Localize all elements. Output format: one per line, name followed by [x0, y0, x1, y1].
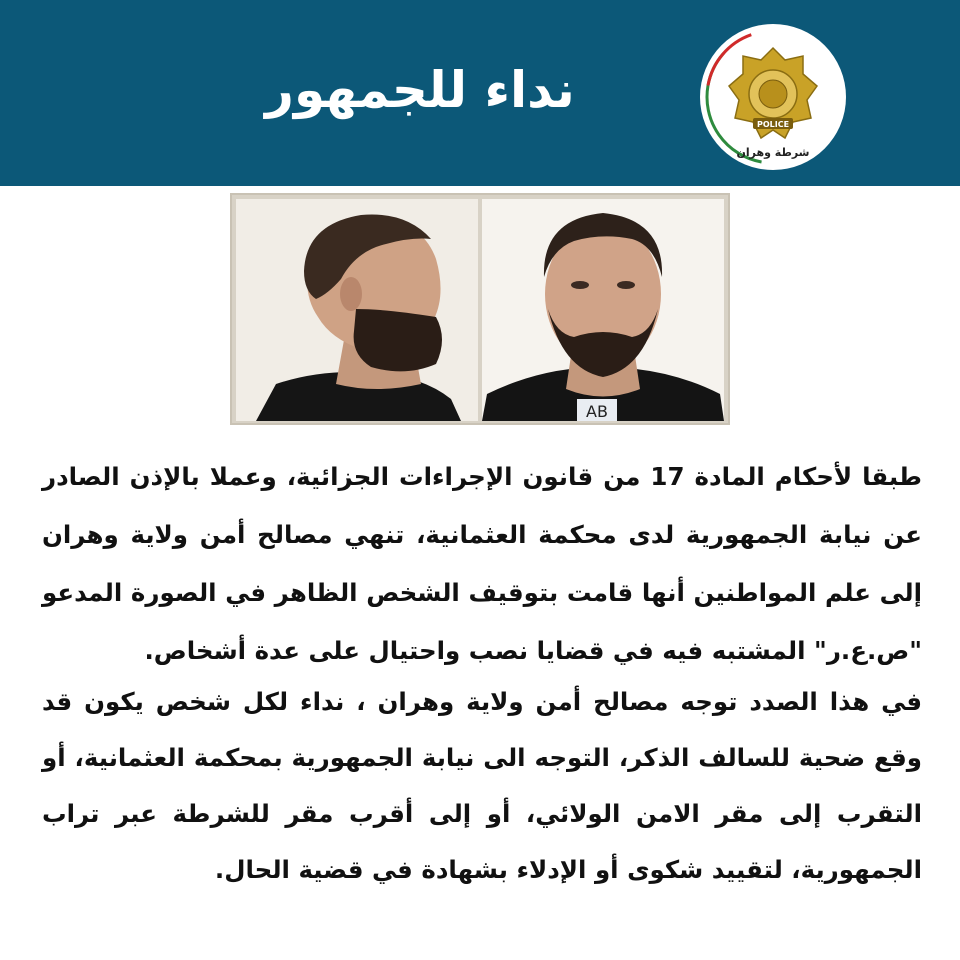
page-title: نداء للجمهور	[265, 61, 575, 119]
police-logo	[700, 24, 846, 170]
announcement-body	[42, 448, 922, 898]
header-banner	[0, 0, 960, 186]
suspect-profile-photo	[236, 199, 478, 421]
suspect-front-photo	[482, 199, 724, 421]
paragraph-public-call: في هذا الصدد توجه مصالح أمن ولاية وهران ، نداء لكل شخص يكون قد وقع ضحية للسالف الذكر، التوجه الى نيابة الجمهورية بمحكمة العثمانية، أو التقرب إلى مقر الامن الولائي، أو إلى أقرب مقر للشرطة عبر تراب الجمهورية، لتقييد شكوى أو الإدلاء بشهادة في قضية الحال.	[42, 687, 922, 884]
logo-caption: شرطة وهران	[736, 146, 810, 159]
paragraph-arrest-notice: طبقا لأحكام المادة 17 من قانون الإجراءات الجزائية، وعملا بالإذن الصادر عن نيابة الجمهورية لدى محكمة العثمانية، تنهي مصالح أمن ولاية وهران إلى علم المواطنين أنها قامت بتوقيف الشخص الظاهر في الصورة المدعو "ص.ع.ر" المشتبه فيه في قضايا نصب واحتيال على عدة أشخاص.	[42, 462, 923, 665]
suspect-photos	[230, 193, 730, 425]
badge-text: POLICE	[756, 120, 790, 129]
photo-tag: AB	[586, 402, 608, 421]
